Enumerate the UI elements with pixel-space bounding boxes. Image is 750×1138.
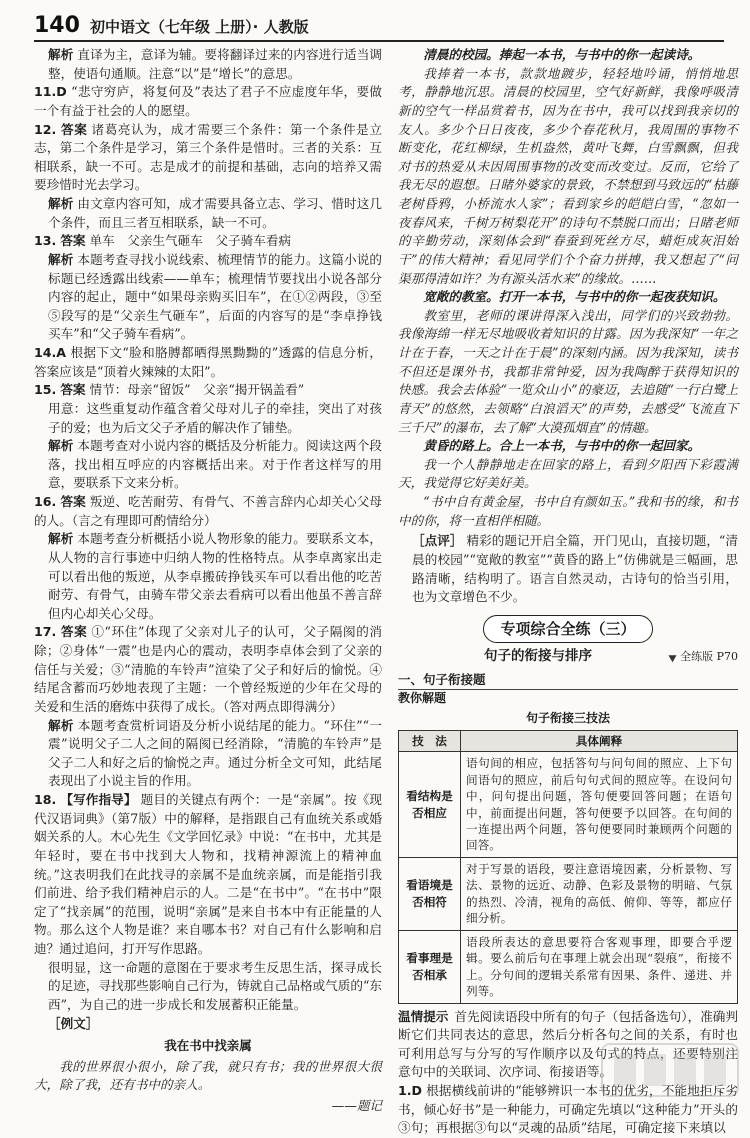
item-tag: 答案 [60, 494, 86, 509]
essay-scene-heading: 黄昏的路上。合上一本书，与书中的你一起回家。 [423, 438, 701, 454]
answer-item [34, 717, 382, 792]
page-number: 140 [34, 13, 80, 38]
teach-heading: 教你解题 [398, 691, 447, 706]
method-cell: 看结构是否相应 [399, 752, 461, 858]
table-row [399, 752, 738, 858]
answer-item [34, 46, 382, 83]
answer-item [34, 493, 382, 530]
essay-title: 我在书中找亲属 [164, 1038, 252, 1054]
item-tag: 解析 [48, 531, 74, 547]
item-tag: 解析 [48, 717, 74, 733]
section-subtitle: 句子的衔接与排序 [484, 647, 592, 664]
answer-text: 根据横线前讲的“能够辨识一本书的优劣，不能地拒斥劣书，倾心好书”是一种能力，可确定先填以“这种能力”开头的③句；再根据③句以“灵魂的品质”结尾，可确定接下来填以 [398, 1083, 738, 1136]
item-text: 叛逆、吃苦耐劳、有骨气、不善言辞内心却关心父母的人。（言之有理即可酌情给分） [34, 494, 383, 528]
part-heading: 一、句子衔接题 [398, 671, 738, 691]
answer-item [34, 232, 382, 251]
essay-label: ［例文］ [48, 1015, 99, 1031]
essay-comment [398, 532, 738, 607]
answer-item [34, 959, 382, 1015]
table-header-row [399, 730, 738, 751]
item-tag: 答案 [60, 382, 86, 398]
answer-item [34, 791, 382, 959]
answer-item [34, 437, 382, 493]
item-text: ①“环住”体现了父亲对儿子的认可，父子隔阂的消除；②身体“一震”也是内心的震动，表明李卓体会到了父亲的信任与关爱；③“清脆的车铃声”渲染了父子和好后的愉悦。④结尾含蓄而巧妙地表现了主题：一个曾经叛逆的少年在父母的关爱和生活的磨炼中获得了成长。（答对两点即得满分） [34, 624, 382, 714]
item-text: 本题考查分析概括小说人物形象的能力。要联系文本，从人物的言行事迹中归纳人物的性格特点。从李卓离家出走可以看出他的叛逆，从李卓搬砖挣钱买车可以看出他的吃苦耐劳、有骨气，由骑车带父亲去看病可以看出他虽不善言辞但内心却关心父母。 [48, 531, 383, 621]
page-header [34, 10, 724, 40]
essay-paragraph: 我捧着一本书，款款地踱步，轻轻地吟诵，悄悄地思考，静静地沉思。清晨的校园里，空气好新鲜，我像呼吸清新的空气一样品赏着书，因为在书中，我可以找到我亲切的友人。多少个日日夜夜，多少个春花秋月，我周围的事物不断变化，花红柳绿，生机盎然，黄叶飞舞，白雪飘飘，但我对书的热爱从未因周围事物的改变而改变过。反而，它给了我无尽的遐想。日睹外婆家的景致，不禁想到马致远的“枯藤老树昏鸦，小桥流水人家”；看到家乡的皑皑白雪，“忽如一夜春风来，千树万树梨花开”的诗句不禁脱口而出；日睹老师的辛勤劳动，深刻体会到“春蚕到死丝方尽，蜡炬成灰泪始干”的伟大精神；看见同学们个个奋力拼搏，我又想起了“问渠那得清如许？为有源头活水来”的缘故。…… [398, 65, 738, 286]
essay-paragraph: 我一个人静静地走在回家的路上，看到夕阳西下彩霞满天，我觉得它好美好美。 [398, 456, 738, 491]
answer-item [34, 121, 382, 196]
essay-paragraph: 教室里，老师的课讲得深入浅出，同学们的兴致勃勃。我像海绵一样无尽地吸收着知识的甘露。因为我深知“一年之计在于春，一天之计在于晨”的深刻内涵。因为我深知，读书不但还是课外书，我都非常钟爱，因为我陶醉于获得知识的快感。我会去体验“一览众山小”的豪迈，去追随“一行白鹭上青天”的悠然，去领略“白浪滔天”的声势，去感受“飞流直下三千尺”的瀑布，去了解“大漠孤烟直”的情趣。 [398, 307, 738, 435]
book-title: 初中语文（七年级 上册）· 人教版 [89, 18, 309, 36]
answer-item [34, 530, 382, 623]
answer-item [34, 344, 382, 381]
item-tag: 解析 [48, 438, 74, 454]
table-header-detail: 具体阐释 [461, 730, 738, 751]
section-banner: 专项综合全练（三） [483, 615, 653, 643]
detail-cell: 对于写景的语段，要注意语境因素，分析景物、写法、景物的远近、动静、色彩及景物的明暗、气氛的热烈、冷清，视角的高低、俯仰、等等，都应仔细分析。 [461, 857, 738, 930]
table-row [399, 930, 738, 1003]
right-column [398, 46, 739, 1136]
item-text: 用意：这些重复动作蕴含着父母对儿子的牵挂，突出了对孩子的爱；也为后文父子矛盾的解决作了铺垫。 [48, 400, 382, 435]
table-row [399, 857, 738, 930]
method-cell: 看事理是否相承 [399, 930, 461, 1003]
item-text: 诸葛亮认为，成才需要三个条件：第一个条件是立志，第二个条件是学习，第三个条件是惜时。三者的关系：互相联系，缺一不可。志是成才的前提和基础，志向的培养又需要珍惜时光去学习。 [34, 121, 383, 193]
watermark-logo [600, 1040, 740, 1100]
essay-epigraph: ——题记 [331, 1097, 382, 1113]
item-text: 由文章内容可知，成才需要具备立志、学习、惜时这几个条件，而且三者互相联系，缺一不可。 [48, 196, 383, 230]
answer-number: 1.D [398, 1083, 423, 1099]
arrow-icon [669, 652, 679, 662]
answer-item [34, 381, 382, 400]
item-text: 本题考查对小说内容的概括及分析能力。阅读这两个段落，找出相互呼应的内容概括出来。对于作者这样写的用意，要联系下文来分析。 [48, 438, 383, 491]
item-number: 12. [34, 121, 57, 137]
essay-scene-heading: 清晨的校园。捧起一本书，与书中的你一起读诗。 [423, 47, 701, 62]
answer-item [34, 251, 382, 344]
essay-continuation [398, 46, 738, 530]
table-caption: 句子衔接三技法 [525, 710, 610, 725]
answer-item [34, 623, 382, 716]
header-rule [34, 40, 724, 42]
item-tag: 解析 [48, 251, 74, 267]
item-tag: 解析 [48, 196, 74, 211]
tip-text: 首先阅读语段中所有的句子（包括备选句），准确判断它们共同表达的意思，然后分析各句之间的关系，有时也可利用总写与分写的写作顺序以及句式的特点，还要特别注意句中的关联词、次序词、衔接语等。 [398, 1008, 739, 1080]
cross-reference-text: 全练版 P70 [680, 649, 738, 663]
item-number: 18. [34, 792, 57, 807]
item-tag: 【写作指导】 [60, 792, 137, 807]
answer-item [34, 195, 382, 232]
comment-text: 精彩的题记开启全篇，开门见山，直接切题，“清晨的校园”“宽敞的教室”“黄昏的路上”仿佛就是三幅画，思路清晰，结构明了。语言自然灵动，古诗句的恰当引用，也为文章增色不少。 [412, 533, 738, 605]
tip-tag: 温情提示 [398, 1008, 449, 1024]
essay-intro: 我的世界很小很小，除了我，就只有书；我的世界很大很大，除了我，还有书中的亲人。 [34, 1058, 382, 1093]
item-number: 13. [34, 233, 57, 249]
essay-paragraph: “书中自有黄金屋，书中自有颜如玉。”我和书的缘，和书中的你，将一直相伴相随。 [398, 494, 738, 528]
example-essay [34, 1015, 382, 1116]
left-column [34, 46, 383, 1113]
section-subheader [398, 647, 738, 667]
item-text: 很明显，这一命题的意图在于要求考生反思生活，探寻成长的足迹，寻找那些影响自己行为，铸就自己品格或气质的“东西”，为自己的进一步成长和发展蓄积正能量。 [48, 959, 382, 1012]
item-text: 直译为主，意译为辅。要将翻译过来的内容进行适当调整，使语句通顺。注意“以”是“增长”的意思。 [48, 47, 383, 81]
method-cell: 看语境是否相符 [399, 857, 461, 930]
item-number: 17. [34, 624, 57, 640]
detail-cell: 语段所表达的意思要符合客观事理，即要合乎逻辑。要么前后句在事理上就会出现“裂痕”，衔接不上。分句间的逻辑关系常有因果、条件、递进、并列等。 [461, 930, 738, 1003]
item-text: 题目的关键点有两个：一是“亲属”。按《现代汉语词典》（第7版）中的解释，是指跟自己有血统关系或婚姻关系的人。木心先生《文学回忆录》中说：“在书中，尤其是年轻时，要在书中找到大人物和，找精神源流上的精神血统。”这表明我们在此找寻的亲属不是血统亲属，而是能指引我们前进、给予我们精神启示的人。二是“在书中”。“在书中”限定了“找亲属”的范围，说明“亲属”是来自书本中有正能量的人物。那么这个人物是谁？来自哪本书？对自己有什么影响和启迪？通过追问，打开写作思路。 [34, 792, 382, 956]
item-tag: 答案 [60, 121, 88, 137]
answer-item [34, 400, 382, 437]
item-number: 14.A [34, 345, 67, 360]
item-text: 本题考查寻找小说线索、梳理情节的能力。这篇小说的标题已经透露出线索——单车；梳理情节要找出小说各部分内容的起止，题中“如果母亲购买旧车”，在①②两段，③至⑤段写的是“父亲生气砸车”，后面的内容写的是“李卓挣钱买车”和“父子骑车看病”。 [48, 251, 383, 342]
item-tag: 解析 [48, 47, 74, 62]
cross-reference-link[interactable] [670, 649, 738, 665]
item-text: 本题考查赏析词语及分析小说结尾的能力。“环住”“一震”说明父子二人之间的隔阂已经消除，“清脆的车铃声”是父子二人和好之后的愉悦之声。通过分析全文可知，此结尾表现出了小说主旨的作用。 [48, 717, 383, 789]
item-number: 16. [34, 494, 57, 509]
item-text: “悲守穷庐，将复何及”表达了君子不应虚度年华，要做一个有益于社会的人的愿望。 [34, 84, 382, 118]
item-text: 情节：母亲“留饭” 父亲“揭开锅盖看” [89, 382, 305, 398]
detail-cell: 语句间的相应，包括答句与问句间的照应、上下句间语句的照应，前后句句式间的照应等。在设问句中，问句提出问题，答句便要回答问题；在语句中，前面提出问题，答句便要予以回答。在句间的一连提出两个问题，答句便要同时兼顾两个问题的回答。 [461, 752, 738, 858]
item-number: 11.D [34, 84, 67, 100]
item-tag: 答案 [60, 624, 88, 640]
table-header-method: 技 法 [399, 730, 461, 751]
methods-table [398, 730, 738, 1004]
item-text: 单车 父亲生气砸车 父子骑车看病 [89, 233, 292, 249]
essay-scene-heading: 宽敞的教室。打开一本书，与书中的你一起夜获知识。 [423, 289, 726, 305]
item-text: 根据下文“脸和胳膊都晒得黑黝黝的”透露的信息分析，答案应该是“顶着火辣辣的太阳”。 [34, 345, 382, 379]
comment-tag: ［点评］ [412, 533, 463, 549]
item-tag: 答案 [60, 233, 86, 249]
answer-item [34, 83, 382, 120]
item-number: 15. [34, 382, 57, 398]
